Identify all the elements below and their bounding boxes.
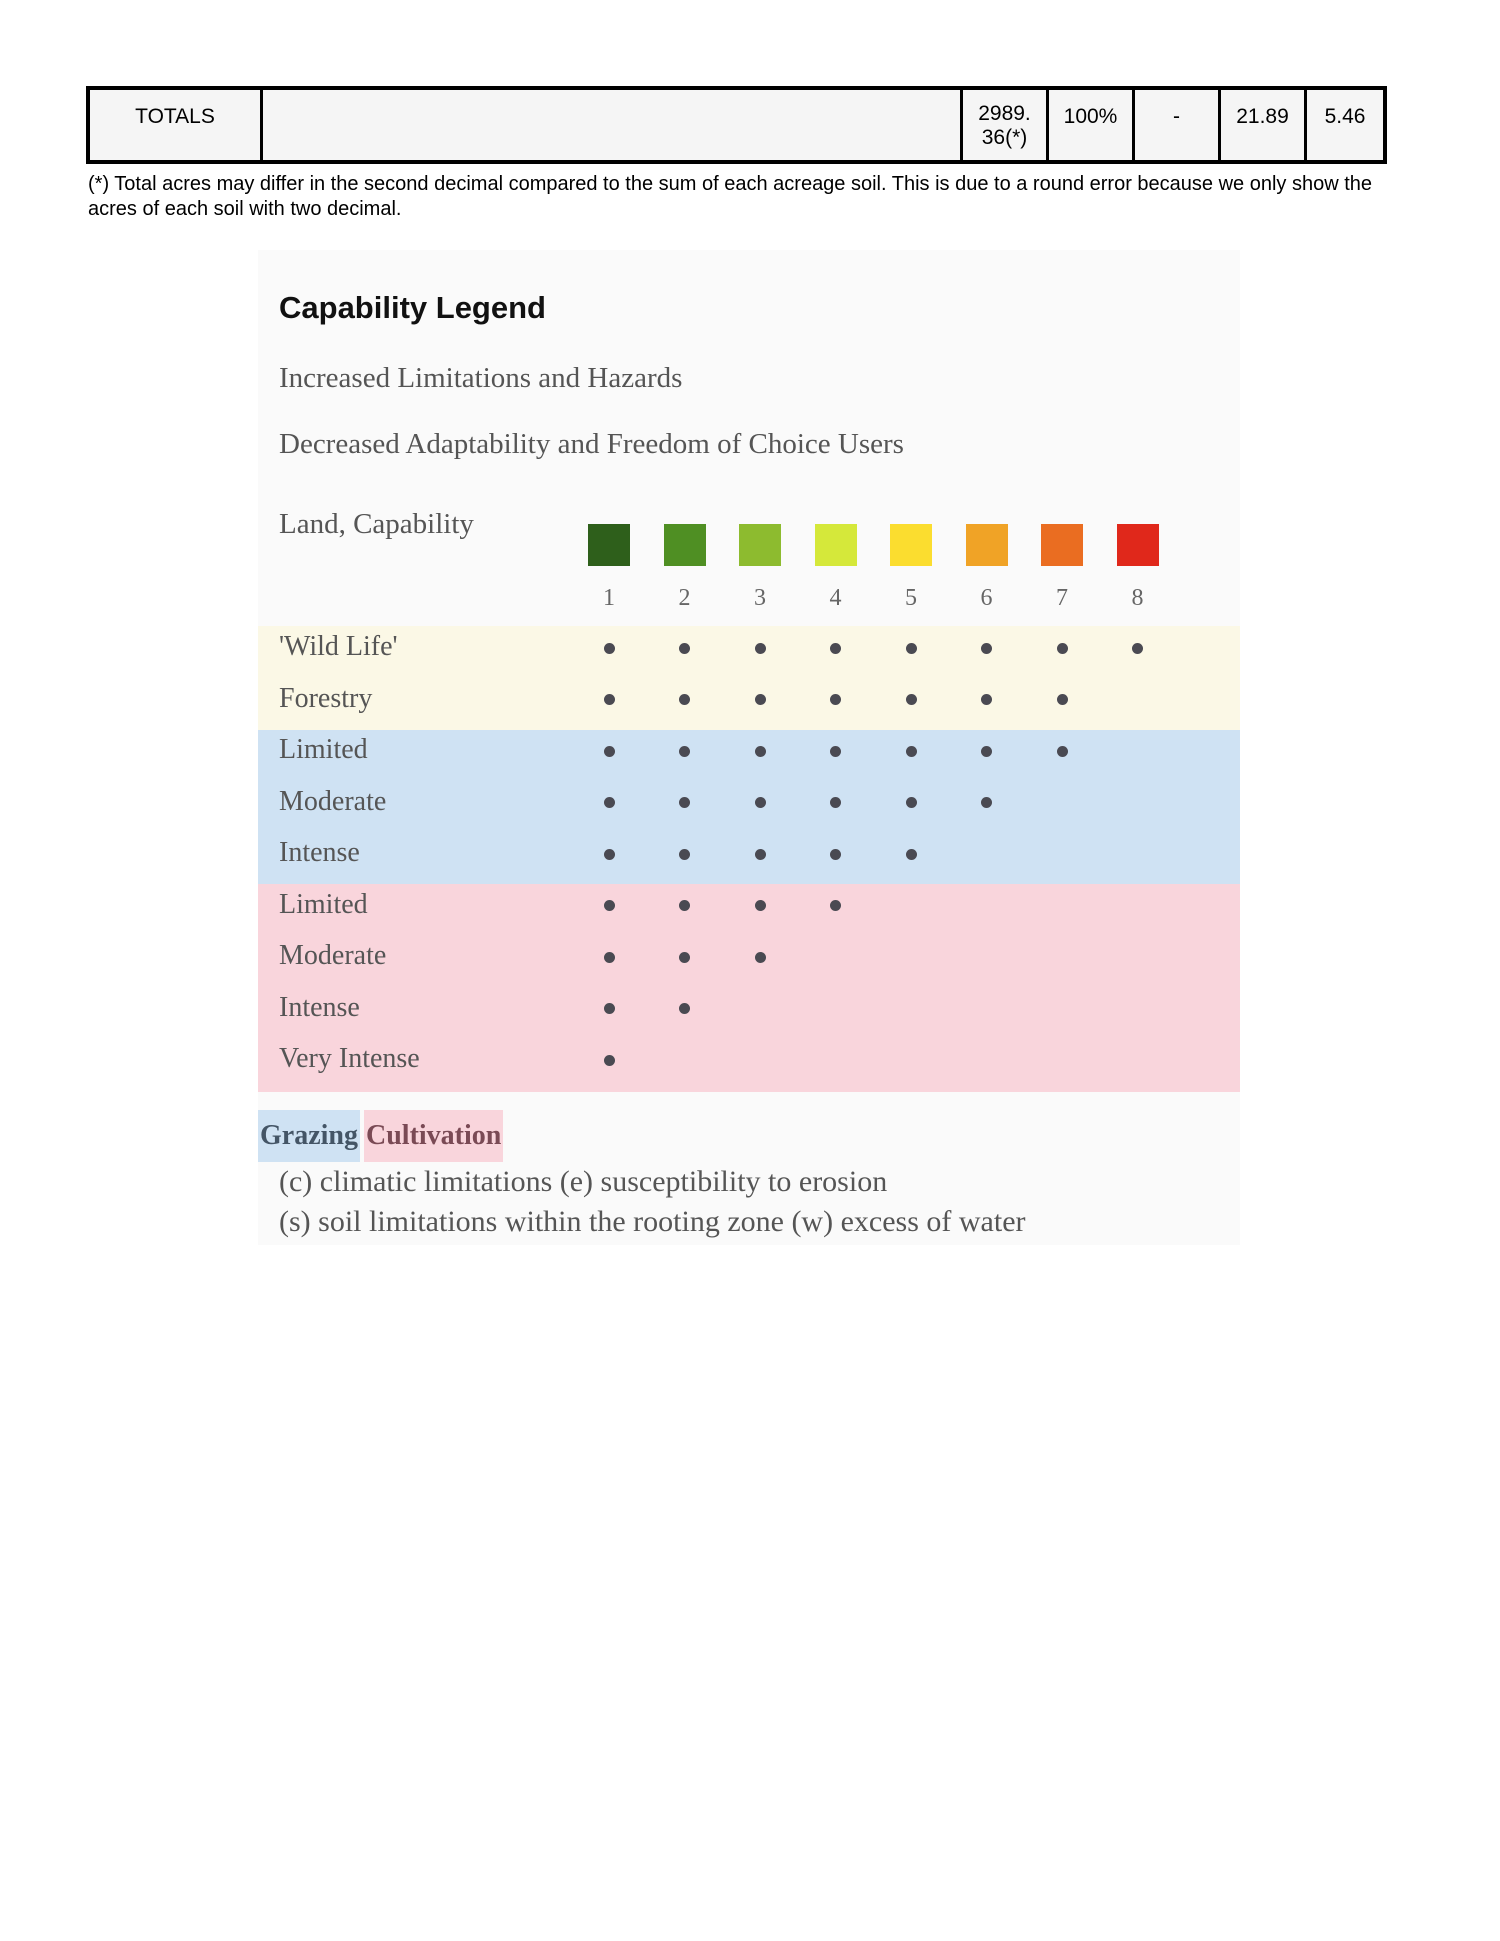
capability-dot [755,849,766,860]
legend-subtitle-limitations: Increased Limitations and Hazards [279,362,683,394]
capability-dot [755,643,766,654]
capability-dot [981,694,992,705]
class-7-number: 7 [1056,585,1068,611]
class-4-swatch [815,524,857,566]
totals-percent: 100% [1049,90,1135,160]
capability-dot [604,900,615,911]
row-label-grazing: Intense [279,837,360,868]
capability-dot [679,694,690,705]
capability-dot [604,1055,615,1066]
capability-dot [679,746,690,757]
legend-subtitle-adaptability: Decreased Adaptability and Freedom of Choice Users [279,428,904,460]
capability-dot [830,694,841,705]
capability-dot [906,694,917,705]
totals-label: TOTALS [90,90,263,160]
totals-acres: 2989. 36(*) [963,90,1049,160]
capability-dot [830,643,841,654]
capability-dot [1057,694,1068,705]
legend-subtitle-land-capability: Land, Capability [279,508,474,540]
capability-dot [679,952,690,963]
capability-dot [981,746,992,757]
capability-dot [981,797,992,808]
grazing-band [258,730,1240,884]
capability-dot [755,900,766,911]
capability-dot [679,849,690,860]
row-label-wild: 'Wild Life' [279,631,398,662]
class-7-swatch [1041,524,1083,566]
capability-dot [830,797,841,808]
class-8-swatch [1117,524,1159,566]
class-6-swatch [966,524,1008,566]
row-label-grazing: Limited [279,734,368,765]
capability-dot [830,849,841,860]
grazing-tag: Grazing [258,1110,360,1162]
row-label-cultivation: Moderate [279,940,387,971]
capability-dot [604,694,615,705]
totals-row [86,86,1387,164]
row-label-cultivation: Intense [279,991,360,1023]
class-4-number: 4 [829,585,842,611]
capability-dot [906,849,917,860]
totals-value-1: 21.89 [1221,90,1307,160]
capability-dot [679,1003,690,1014]
capability-dot [755,797,766,808]
capability-dot [1057,643,1068,654]
cultivation-tag: Cultivation [364,1110,503,1162]
legend-note-climatic-erosion: (c) climatic limitations (e) susceptibility to erosion [279,1165,888,1198]
row-label-cultivation: Very Intense [279,1043,420,1074]
row-label-cultivation: Limited [279,888,368,920]
legend-title: Capability Legend [279,290,546,325]
class-1-number: 1 [603,585,615,611]
capability-dot [604,746,615,757]
row-label-wild: Forestry [279,682,373,714]
capability-dot [604,952,615,963]
capability-dot [679,797,690,808]
capability-dot [604,849,615,860]
totals-dash: - [1135,90,1221,160]
wildlife-forestry-band [258,626,1240,730]
class-5-number: 5 [905,585,917,611]
class-2-number: 2 [678,585,691,611]
class-1-swatch [588,524,630,566]
capability-dot [906,797,917,808]
class-2-swatch [664,524,706,566]
footnote: (*) Total acres may differ in the second decimal compared to the sum of each acreage soil. This is due to a round error because we only show the acres of each soil with two decimal. [88,173,1373,220]
capability-dot [755,746,766,757]
capability-dot [604,1003,615,1014]
capability-dot [1057,746,1068,757]
row-label-grazing: Moderate [279,785,387,817]
capability-dot [604,797,615,808]
capability-dot [604,643,615,654]
class-3-number: 3 [754,585,766,611]
capability-dot [755,952,766,963]
capability-dot [755,694,766,705]
capability-dot [906,746,917,757]
class-8-number: 8 [1131,585,1144,611]
class-3-swatch [739,524,781,566]
capability-dot [981,643,992,654]
class-6-number: 6 [980,585,993,611]
capability-dot [679,900,690,911]
totals-description [263,90,963,160]
capability-dot [906,643,917,654]
capability-dot [1132,643,1143,654]
capability-legend [258,250,1240,1245]
class-5-swatch [890,524,932,566]
capability-dot [679,643,690,654]
totals-value-2: 5.46 [1324,105,1366,128]
capability-dot [830,900,841,911]
legend-note-soil-water: (s) soil limitations within the rooting zone (w) excess of water [279,1205,1026,1238]
capability-dot [830,746,841,757]
